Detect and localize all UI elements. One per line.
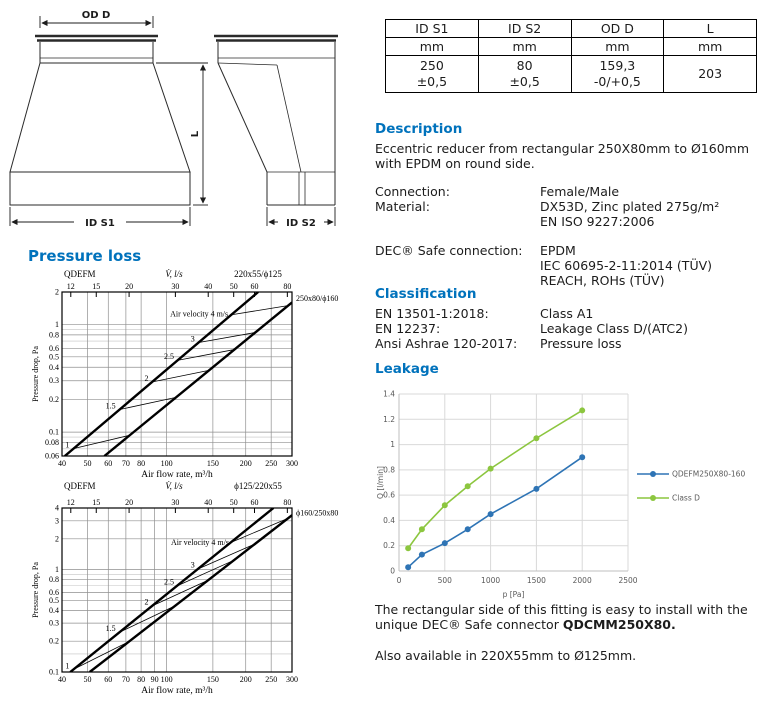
svg-text:250x80/ϕ160: 250x80/ϕ160: [296, 293, 339, 303]
svg-text:0.1: 0.1: [49, 427, 59, 437]
value-cell: [664, 56, 757, 93]
svg-text:0.4: 0.4: [49, 605, 59, 615]
svg-text:0.5: 0.5: [49, 352, 59, 362]
classification-value: Leakage Class D/(ATC2): [540, 321, 688, 336]
footer-connector-code: QDCMM250X80.: [562, 617, 676, 632]
svg-text:0.6: 0.6: [49, 343, 59, 353]
classification-section: [375, 286, 770, 351]
spec-table-values-row: [386, 56, 757, 93]
svg-text:30: 30: [171, 282, 180, 291]
svg-text:70: 70: [121, 675, 130, 684]
value: 203: [698, 66, 723, 81]
tolerance: -0/+0,5: [593, 74, 641, 89]
material-standard: EN ISO 9227:2006: [540, 214, 655, 229]
svg-text:60: 60: [104, 459, 113, 468]
value-cell: [571, 56, 664, 93]
svg-text:150: 150: [206, 675, 219, 684]
unit-cell: mm: [571, 38, 664, 56]
svg-text:3: 3: [190, 560, 195, 570]
svg-text:Pressure drop, Pa: Pressure drop, Pa: [31, 346, 40, 402]
svg-text:80: 80: [137, 459, 146, 468]
svg-text:1: 1: [65, 661, 70, 671]
svg-text:2: 2: [55, 534, 59, 544]
svg-text:300: 300: [286, 675, 298, 684]
description-heading: Description: [375, 121, 463, 137]
svg-text:40: 40: [58, 675, 66, 684]
svg-text:50: 50: [229, 282, 238, 291]
pressure-loss-chart-2: [28, 480, 373, 696]
spec-header-id-s1: ID S1: [386, 20, 479, 38]
svg-text:1: 1: [390, 440, 395, 450]
svg-text:p [Pa]: p [Pa]: [502, 590, 525, 599]
svg-text:40: 40: [58, 459, 66, 468]
svg-text:50: 50: [83, 459, 92, 468]
technical-drawing: [8, 4, 370, 242]
spec-table: [385, 19, 757, 93]
classification-value: Pressure loss: [540, 336, 622, 351]
svg-text:V̇, l/s: V̇, l/s: [165, 481, 183, 491]
svg-text:50: 50: [229, 498, 238, 507]
classification-label: EN 12237:: [375, 321, 441, 336]
spec-header-l: L: [664, 20, 757, 38]
svg-text:0.1: 0.1: [49, 667, 59, 677]
svg-text:0.06: 0.06: [45, 451, 59, 461]
svg-text:60: 60: [250, 282, 259, 291]
svg-text:500: 500: [437, 576, 452, 585]
dim-label-l: L: [190, 130, 201, 138]
svg-text:3: 3: [190, 334, 195, 344]
svg-text:Q [l/min]: Q [l/min]: [376, 466, 385, 499]
svg-text:0.8: 0.8: [383, 465, 395, 475]
svg-text:1.2: 1.2: [383, 414, 395, 424]
svg-text:0.5: 0.5: [49, 595, 59, 605]
svg-text:100: 100: [160, 675, 173, 684]
value-cell: [386, 56, 479, 93]
svg-text:300: 300: [286, 459, 298, 468]
svg-text:12: 12: [66, 282, 75, 291]
svg-text:1: 1: [55, 565, 59, 575]
svg-text:Air velocity 4 m/s: Air velocity 4 m/s: [170, 309, 229, 319]
svg-text:250: 250: [265, 675, 278, 684]
svg-text:80: 80: [283, 282, 292, 291]
svg-text:60: 60: [250, 498, 259, 507]
safe-connection-value-3: REACH, ROHs (TÜV): [540, 273, 665, 288]
footer-section: [375, 602, 770, 663]
svg-text:2: 2: [144, 373, 149, 383]
spec-table-header-row: [386, 20, 757, 38]
svg-text:200: 200: [239, 675, 252, 684]
value-cell: [478, 56, 571, 93]
classification-row: [375, 306, 770, 321]
svg-text:12: 12: [66, 498, 75, 507]
spec-table-units-row: [386, 38, 757, 56]
svg-text:2: 2: [144, 597, 149, 607]
svg-text:2500: 2500: [618, 576, 638, 585]
leakage-chart: [375, 381, 770, 601]
svg-text:0: 0: [390, 566, 395, 576]
classification-value: Class A1: [540, 306, 594, 321]
connection-value: Female/Male: [540, 184, 620, 199]
value: 159,3: [599, 58, 636, 73]
svg-text:40: 40: [204, 498, 213, 507]
svg-text:1000: 1000: [481, 576, 501, 585]
svg-text:20: 20: [125, 498, 134, 507]
svg-text:1.5: 1.5: [105, 624, 116, 634]
svg-text:30: 30: [171, 498, 180, 507]
footer-line-2: Also available in 220X55mm to Ø125mm.: [375, 648, 637, 663]
dim-label-id-s1: ID S1: [85, 218, 115, 229]
svg-text:QDEFM: QDEFM: [64, 481, 96, 491]
front-view: [10, 36, 190, 205]
svg-text:2.5: 2.5: [163, 352, 174, 362]
tolerance: ±0,5: [416, 74, 448, 89]
svg-text:0.2: 0.2: [49, 636, 59, 646]
unit-cell: mm: [386, 38, 479, 56]
connection-row: [375, 184, 770, 199]
svg-text:90: 90: [150, 675, 159, 684]
description-section: [375, 121, 770, 288]
svg-text:ϕ160/250x80: ϕ160/250x80: [296, 508, 339, 518]
svg-text:2: 2: [55, 287, 59, 297]
svg-text:1.4: 1.4: [383, 389, 395, 399]
svg-text:Air flow rate, m³/h: Air flow rate, m³/h: [141, 470, 213, 480]
safe-connection-value-1: EPDM: [540, 243, 576, 258]
svg-text:1: 1: [65, 440, 70, 450]
classification-label: EN 13501-1:2018:: [375, 306, 489, 321]
svg-text:0.2: 0.2: [49, 395, 59, 405]
svg-text:0: 0: [396, 576, 402, 585]
svg-text:0.2: 0.2: [383, 541, 395, 551]
classification-label: Ansi Ashrae 120-2017:: [375, 336, 518, 351]
safe-connection-value-2: IEC 60695-2-11:2014 (TÜV): [540, 258, 713, 273]
svg-text:0.3: 0.3: [49, 376, 59, 386]
footer-line-1: [375, 602, 770, 632]
svg-text:100: 100: [160, 459, 173, 468]
svg-text:1.5: 1.5: [105, 401, 116, 411]
svg-text:4: 4: [55, 503, 59, 513]
unit-cell: mm: [478, 38, 571, 56]
svg-text:Pressure drop, Pa: Pressure drop, Pa: [31, 562, 40, 618]
connection-label: Connection:: [375, 184, 450, 199]
svg-text:20: 20: [125, 282, 134, 291]
safe-connection-label: DEC® Safe connection:: [375, 243, 523, 258]
dim-label-od-d: OD D: [81, 10, 111, 21]
svg-text:70: 70: [121, 459, 130, 468]
svg-text:1: 1: [55, 319, 59, 329]
material-value: DX53D, Zinc plated 275g/m²: [540, 199, 720, 214]
svg-text:0.08: 0.08: [45, 438, 59, 448]
svg-text:QDEFM250X80-160: QDEFM250X80-160: [672, 469, 746, 479]
svg-text:80: 80: [283, 498, 292, 507]
classification-heading: Classification: [375, 286, 477, 302]
svg-text:150: 150: [206, 459, 219, 468]
value: 250: [419, 58, 444, 73]
svg-text:Class D: Class D: [672, 493, 700, 503]
svg-text:50: 50: [83, 675, 92, 684]
svg-text:15: 15: [92, 282, 101, 291]
material-row: [375, 199, 770, 229]
pressure-loss-chart-1: [28, 268, 373, 480]
svg-text:3: 3: [55, 516, 59, 526]
svg-text:0.4: 0.4: [49, 362, 59, 372]
svg-text:15: 15: [92, 498, 101, 507]
svg-text:2000: 2000: [572, 576, 592, 585]
svg-text:2.5: 2.5: [163, 577, 174, 587]
unit-cell: mm: [664, 38, 757, 56]
svg-text:0.3: 0.3: [49, 618, 59, 628]
pressure-loss-heading: Pressure loss: [28, 247, 142, 265]
pressure-loss-section: [28, 247, 376, 696]
dim-label-id-s2: ID S2: [286, 218, 316, 229]
svg-text:80: 80: [137, 675, 146, 684]
svg-text:40: 40: [204, 282, 213, 291]
tolerance: ±0,5: [509, 74, 540, 89]
svg-text:V̇, l/s: V̇, l/s: [165, 269, 183, 279]
svg-text:ϕ125/220x55: ϕ125/220x55: [234, 481, 282, 491]
spec-header-id-s2: ID S2: [478, 20, 571, 38]
side-view: [214, 36, 338, 205]
svg-text:Air flow rate, m³/h: Air flow rate, m³/h: [141, 686, 213, 696]
svg-text:0.4: 0.4: [383, 515, 395, 525]
value: 80: [516, 58, 533, 73]
svg-text:60: 60: [104, 675, 113, 684]
svg-text:250: 250: [265, 459, 278, 468]
classification-row: [375, 336, 770, 351]
leakage-section: [375, 361, 770, 601]
svg-text:0.8: 0.8: [49, 330, 59, 340]
svg-text:220x55/ϕ125: 220x55/ϕ125: [234, 269, 282, 279]
svg-text:Air velocity 4 m/s: Air velocity 4 m/s: [171, 538, 230, 548]
leakage-heading: Leakage: [375, 361, 439, 377]
material-label: Material:: [375, 199, 430, 214]
svg-text:0.8: 0.8: [49, 575, 59, 585]
svg-text:QDEFM: QDEFM: [64, 269, 96, 279]
footer-line-1-text: The rectangular side of this fitting is easy to install with the unique DEC® Safe connector: [375, 602, 748, 632]
svg-text:1500: 1500: [526, 576, 546, 585]
svg-text:200: 200: [239, 459, 252, 468]
svg-text:0.6: 0.6: [49, 587, 59, 597]
safe-connection-row: [375, 243, 770, 288]
svg-text:0.6: 0.6: [383, 490, 395, 500]
spec-header-od-d: OD D: [571, 20, 664, 38]
description-text: Eccentric reducer from rectangular 250X80mm to Ø160mm with EPDM on round side.: [375, 141, 750, 171]
classification-row: [375, 321, 770, 336]
